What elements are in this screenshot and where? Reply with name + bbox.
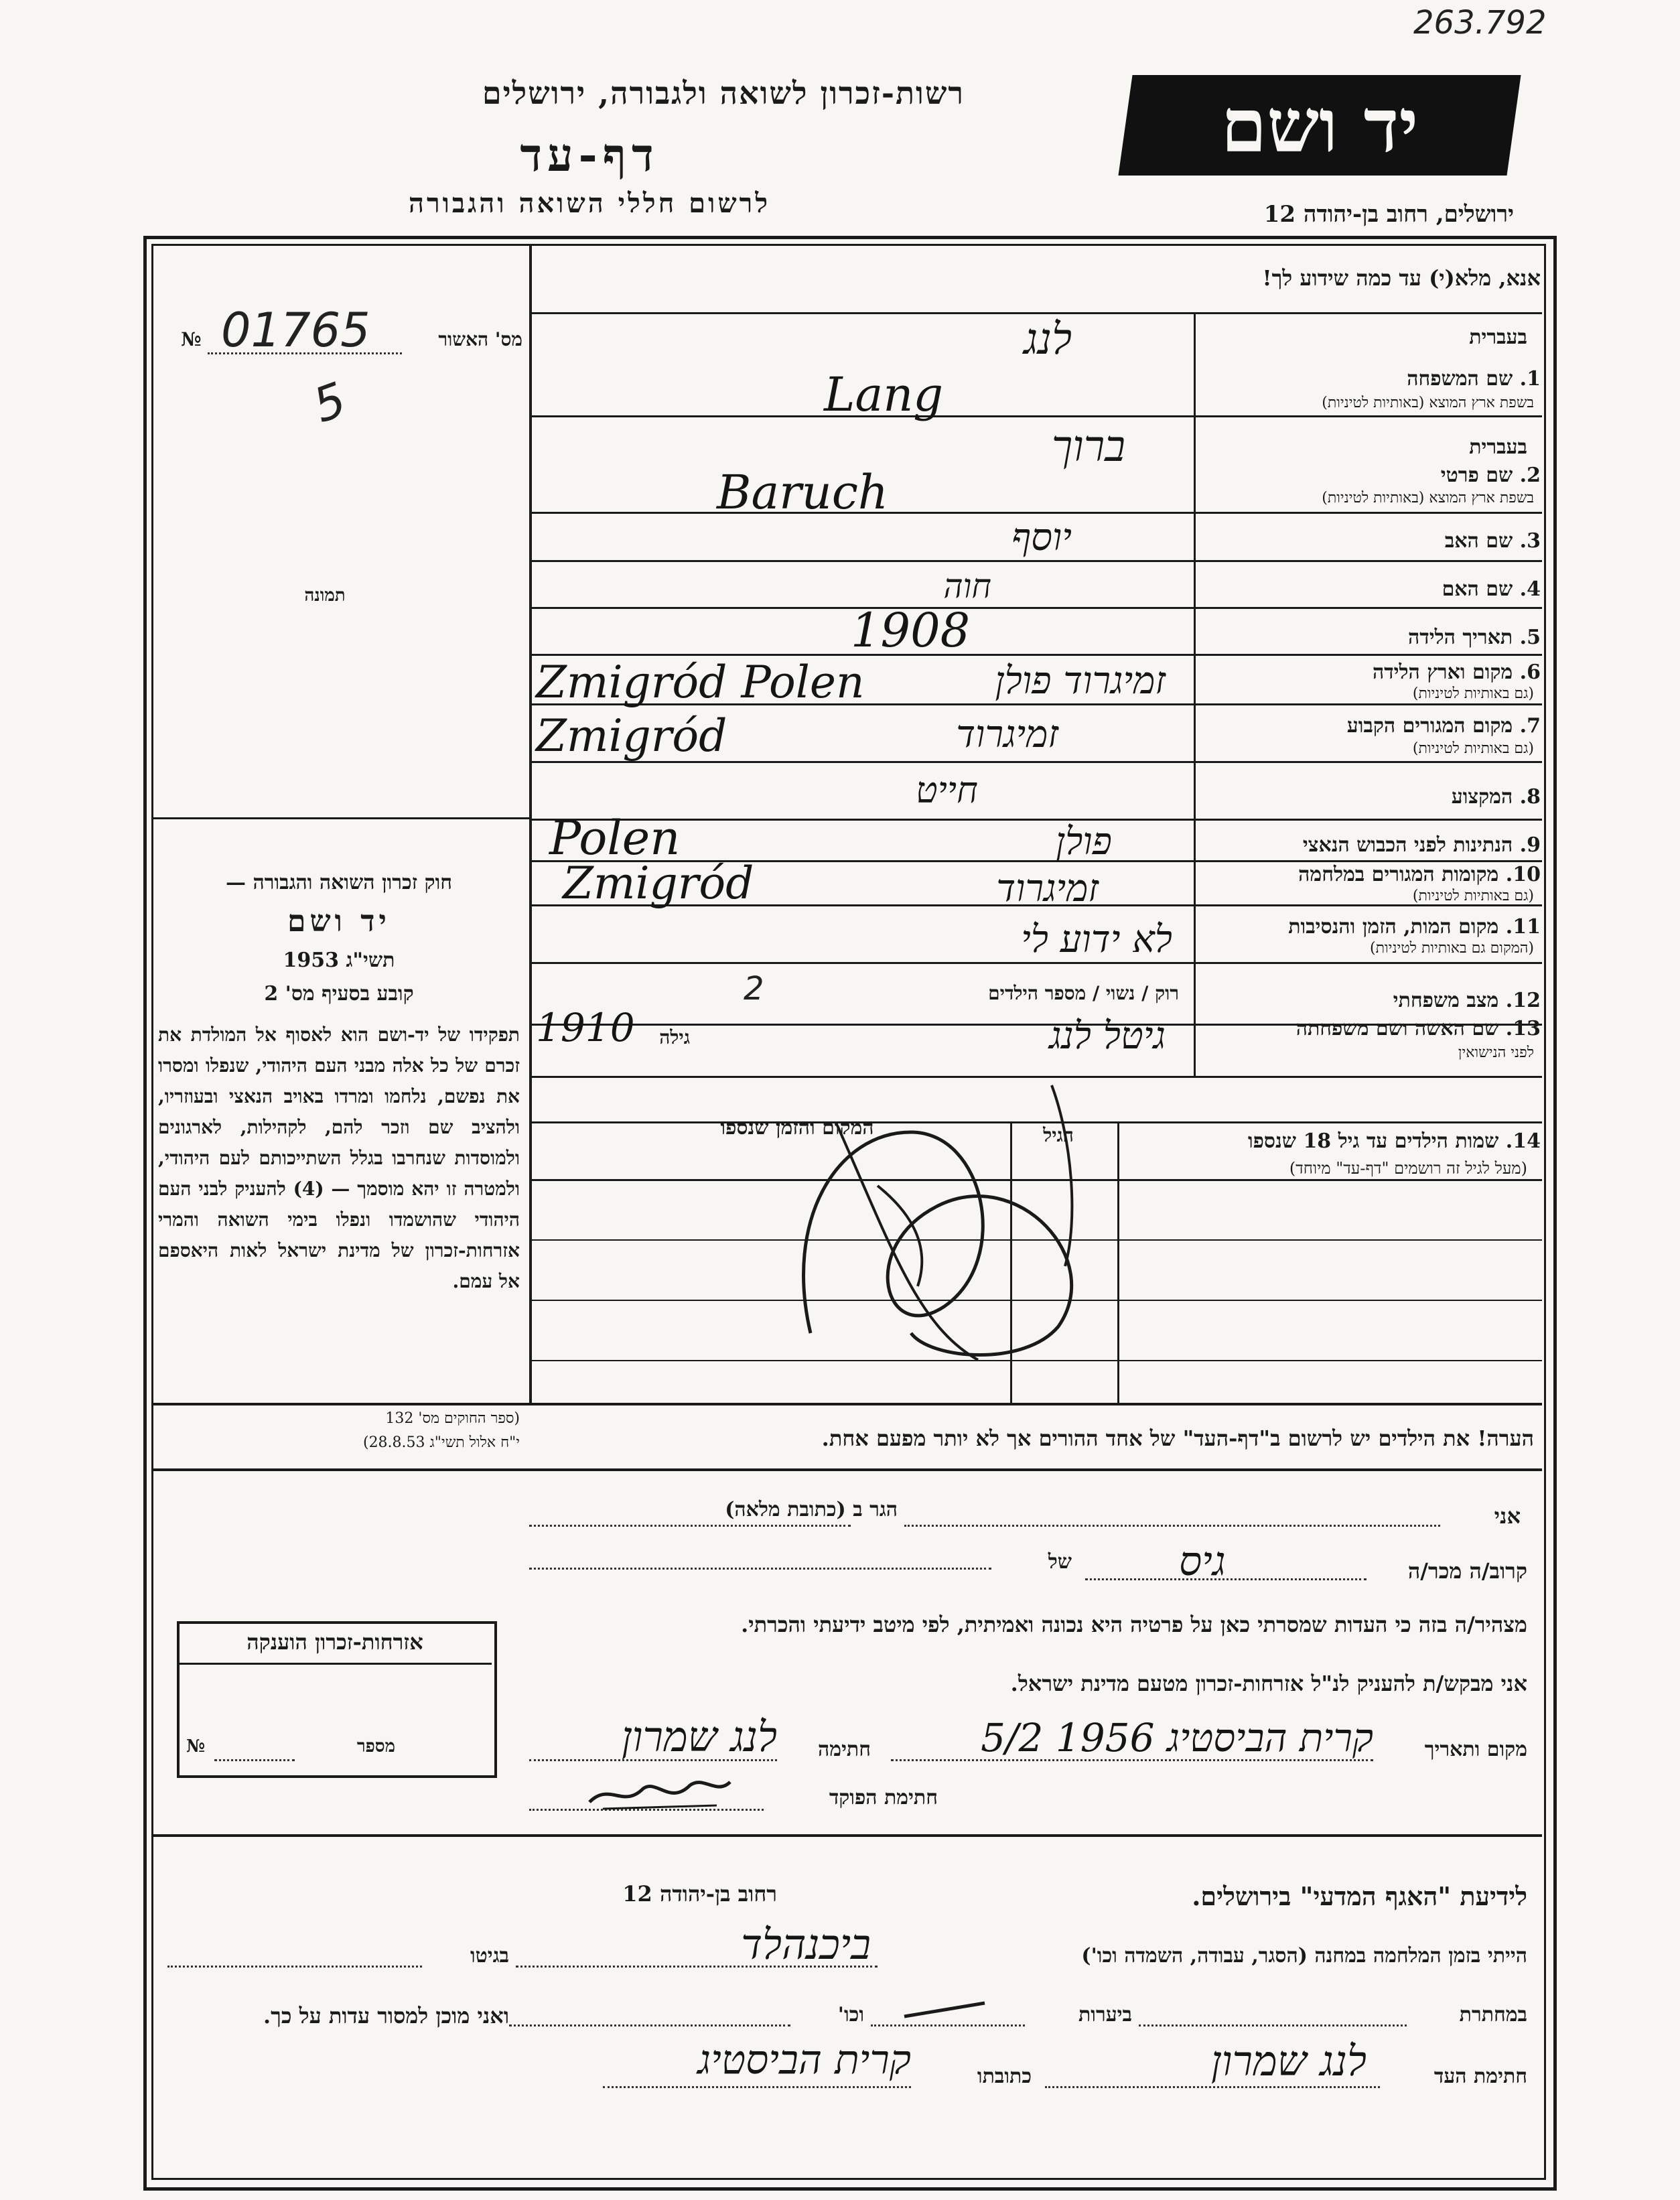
- field6-value-latin: Zmigród Polen: [536, 657, 865, 708]
- field5-value: 1908: [851, 603, 971, 658]
- field2-value-latin: Baruch: [717, 465, 889, 520]
- footer-witness-line: [1045, 2086, 1380, 2088]
- photo-label: תמונה: [304, 586, 346, 606]
- field10-label: 10. מקומות המגורים במלחמה: [1298, 863, 1541, 886]
- law-line4: קובע בסעיף מס' 2: [264, 982, 414, 1006]
- field14-col-place: המקום והזמן שנספו: [720, 1116, 874, 1140]
- field1-value-latin: Lang: [824, 367, 944, 422]
- form-title: דף-עד: [520, 129, 659, 182]
- field9-value-latin: Polen: [549, 811, 681, 866]
- registration-prefix: №: [181, 328, 202, 350]
- field9-value-hebrew: פולן: [1055, 820, 1112, 864]
- field6-sub: (גם באותיות לטיניות): [1412, 685, 1534, 702]
- field2-hebrew-tag: בעברית: [1469, 435, 1527, 459]
- footer-in-hiding: במחתרת: [1459, 2003, 1527, 2026]
- footer-witness-value: לנג שמרון: [1210, 2037, 1367, 2085]
- field3-value: יוסף: [1011, 516, 1072, 559]
- decl-relative-value: גיס: [1179, 1538, 1226, 1585]
- address: ירושלים, רחוב בן-יהודה 12: [1263, 201, 1514, 228]
- field7-value-latin: Zmigród: [536, 710, 727, 762]
- column-divider: [529, 244, 532, 1403]
- row-line-2: [532, 512, 1542, 514]
- field2-value-hebrew: ברוך: [1051, 422, 1125, 472]
- field4-label: 4. שם האם: [1442, 577, 1541, 601]
- footer-camp-value: ביכנהלד: [741, 1920, 871, 1969]
- label-column-divider: [1194, 312, 1196, 1076]
- citizenship-number-label: מספר: [356, 1736, 395, 1757]
- field11-sub: (המקום גם באותיות לטיניות): [1370, 940, 1534, 957]
- footer-etc-line: [509, 2024, 790, 2026]
- decl-address-line: [529, 1525, 851, 1527]
- field10-value-hebrew: זמיגרוד: [996, 867, 1099, 910]
- field1-label: 1. שם המשפחה: [1407, 367, 1541, 391]
- archive-number: 263.792: [1413, 4, 1547, 42]
- field2-sub: בשפת ארץ המוצא (באותיות לטיניות): [1322, 490, 1534, 506]
- field13-value: גיטל לנג: [1049, 1014, 1166, 1058]
- officer-signature-label: חתימת הפוקד: [829, 1786, 938, 1809]
- field14-label: 14. שמות הילדים עד גיל 18 שנספו: [1247, 1129, 1541, 1153]
- registration-sub: 5: [306, 371, 354, 434]
- authority-name: רשות-זכרון לשואה ולגבורה, ירושלים: [482, 75, 965, 111]
- citizenship-number-line: [214, 1759, 295, 1761]
- law-line1: חוק זכרון השואה והגבורה —: [226, 871, 452, 894]
- field12-options: רוק / נשוי / מספר הילדים: [988, 982, 1179, 1004]
- footer-etc: וכו': [837, 2003, 864, 2026]
- field10-value-latin: Zmigród: [563, 857, 754, 909]
- logo-text: יד ושם: [1220, 82, 1419, 169]
- field5-label: 5. תאריך הלידה: [1408, 626, 1541, 649]
- note-text: הערה! את הילדים יש לרשום ב"דף-העד" של אחד ההורים אך לא יותר מפעם אחת.: [821, 1426, 1534, 1451]
- field10-sub: (גם באותיות לטיניות): [1412, 888, 1534, 904]
- footer-address: רחוב בן-יהודה 12: [622, 1881, 777, 1907]
- decl-statement: מצהיר/ה בזה כי העדות שמסרתי כאן על פרטיה היא נכונה ואמיתית, לפי מיטב ידיעתי והכרתי.: [741, 1612, 1527, 1637]
- law-citation1: (ספר החוקים מס' 132: [385, 1410, 520, 1427]
- decl-of: של: [1048, 1550, 1072, 1574]
- footer-ghetto-line: [167, 1966, 422, 1968]
- footer-was-during: הייתי בזמן המלחמה במחנה (הסגר, עבודה, השמדה וכו'): [1081, 1944, 1527, 1968]
- section-rule-footer: [151, 1834, 1542, 1837]
- field6-value-hebrew: זמיגרוד פולן: [995, 659, 1166, 703]
- field13-label: 13. שם האשה ושם משפחתה: [1296, 1017, 1541, 1040]
- row-line-1: [532, 415, 1542, 417]
- footer-witness-signature-label: חתימת העד: [1433, 2065, 1527, 2088]
- footer-ready: ואני מוכן למסור עדות על כך.: [263, 2003, 509, 2029]
- field13-age-value: 1910: [536, 1005, 635, 1050]
- field8-label: 8. המקצוע: [1451, 785, 1541, 809]
- field14-col-age: הגיל: [1043, 1124, 1074, 1146]
- form-subtitle: לרשום חללי השואה והגבורה: [408, 188, 771, 219]
- decl-place-date: מקום ותאריך: [1424, 1738, 1527, 1761]
- law-line2: יד ושם: [287, 904, 391, 939]
- field1-sub: בשפת ארץ המוצא (באותיות לטיניות): [1322, 395, 1534, 411]
- field12-children-value: 2: [744, 970, 764, 1008]
- decl-request: אני מבקש/ת להעניק לנ"ל אזרחות-זכרון מטעם מדינת ישראל.: [1010, 1671, 1527, 1696]
- field7-sub: (גם באותיות לטיניות): [1412, 740, 1534, 757]
- citizenship-title-rule: [180, 1663, 492, 1665]
- decl-place-date-value: קרית הביסטיג 1956 5/2: [981, 1715, 1373, 1761]
- registration-label: מס' האשור: [438, 328, 522, 350]
- field14-sub: (מעל לגיל זה רושמים "דף-עד" מיוחד): [1289, 1159, 1527, 1178]
- officer-signature-scribble: [583, 1769, 737, 1815]
- footer-ghetto: בגיטו: [470, 1944, 509, 1968]
- field13-sub: לפני הנישואין: [1458, 1044, 1534, 1061]
- row-line-4: [532, 607, 1542, 609]
- decl-relative-line: [1085, 1578, 1367, 1580]
- footer-forests-line: [871, 2024, 1025, 2026]
- field12-label: 12. מצב משפחתי: [1393, 989, 1541, 1012]
- field11-label: 11. מקום המות, הזמן והנסיבות: [1288, 915, 1541, 939]
- field6-label: 6. מקום וארץ הלידה: [1372, 661, 1541, 684]
- footer-address-line: [603, 2086, 911, 2088]
- row-line-11: [532, 962, 1542, 964]
- row-line-5: [532, 654, 1542, 656]
- section-rule-main: [151, 1403, 1542, 1405]
- footer-hiding-line: [1139, 2024, 1407, 2026]
- footer-title: לידיעת "האגף המדעי" בירושלים.: [1192, 1881, 1527, 1911]
- registration-number: 01765: [221, 303, 370, 358]
- citizenship-number-prefix: №: [186, 1736, 206, 1757]
- decl-signature-value: לנג שמרון: [621, 1712, 777, 1761]
- decl-name-line: [904, 1525, 1440, 1527]
- strike-scrawl: [757, 1045, 1159, 1393]
- intro-text: אנא, מלא(י) עד כמה שידוע לך!: [1262, 265, 1541, 291]
- field2-label: 2. שם פרטי: [1440, 464, 1541, 487]
- field3-label: 3. שם האב: [1444, 529, 1541, 553]
- decl-ani: אני: [1494, 1503, 1521, 1529]
- field7-label: 7. מקום המגורים הקבוע: [1346, 714, 1541, 738]
- field11-value: לא ידוע לי: [1021, 918, 1172, 961]
- footer-address-value: קרית הביסטיג: [697, 2037, 911, 2083]
- field7-value-hebrew: זמיגרוד: [956, 713, 1058, 756]
- field13-age-label: גילה: [659, 1026, 690, 1048]
- citizenship-title: אזרחות-זכרון הוענקה: [247, 1629, 423, 1655]
- row-line-3: [532, 560, 1542, 562]
- footer-forests-dash: [898, 1996, 991, 2023]
- law-body: תפקידו של יד-ושם הוא לאסוף אל המולדת את זכרם של כל אלה מבני העם היהודי, שנפלו ומסרו את נפשם, נלחמו ומרדו באויב הנאצי ובעוזריו, ולהציב שם וזכר להם, לקהילות, לארגונים ולמוסדות שנחרבו בגלל השתייכותם לעם היהודי, ולמטרה זו יהא מוסמך — (4) להעניק לבני העם היהודי שהושמדו ונפלו בימי השואה והמרי אזרחות-זכרון של מדינת ישראל לאות היאספם אל עמם.: [158, 1024, 520, 1292]
- field9-label: 9. הנתינות לפני הכבוש הנאצי: [1302, 833, 1541, 857]
- law-citation2: י"ח אלול תשי"ג 28.8.53): [362, 1434, 520, 1451]
- decl-of-line: [529, 1568, 991, 1570]
- decl-signature-label: חתימה: [818, 1738, 871, 1761]
- footer-address-label: כתובתו: [977, 2065, 1032, 2088]
- law-line3: תשי"ג 1953: [283, 949, 395, 972]
- photo-box-bottom: [151, 817, 531, 819]
- decl-resides: הגר ב (כתובת מלאה): [725, 1498, 898, 1521]
- field1-value-hebrew: לנג: [1024, 315, 1072, 364]
- intro-rule: [529, 312, 1542, 314]
- decl-relative: קרוב/ה מכר/ה: [1407, 1558, 1527, 1584]
- field4-value: חוה: [943, 567, 991, 606]
- field1-hebrew-tag: בעברית: [1469, 326, 1527, 349]
- field8-value: חייט: [916, 769, 978, 811]
- section-rule-note: [151, 1468, 1542, 1471]
- footer-forests: ביערות: [1078, 2003, 1132, 2026]
